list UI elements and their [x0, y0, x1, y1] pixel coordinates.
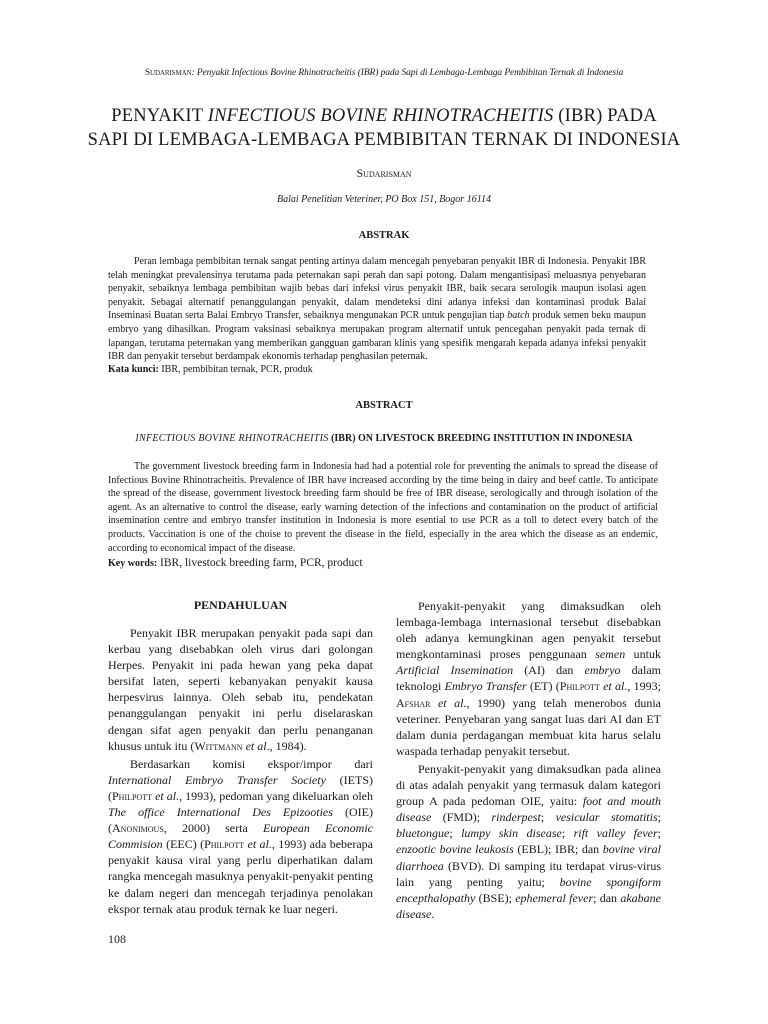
- title-disease-name: INFECTIOUS BOVINE RHINOTRACHEITIS: [207, 106, 554, 126]
- running-header: [0, 68, 768, 78]
- paragraph: Penyakit IBR merupakan penyakit pada sapi dan kerbau yang disebabkan oleh virus dari golongan Herpes. Penyakit ini pada hewan yang peka dapat bersifat laten, seperti kebanyakan penyakit kausa herpesvirus lainnya. Oleh sebab itu, pendekatan penanggulangan penyakit ini perlu diselaraskan dengan sifat agen penyakit dan perlu penanganan khusus untuk itu (Wittmann et al., 1984).: [108, 626, 373, 753]
- english-title-rest: (IBR) ON LIVESTOCK BREEDING INSTITUTION IN INDONESIA: [328, 433, 633, 444]
- abstract-body: The government livestock breeding farm in Indonesia had had a potential role for preventing the animals to spread the disease of Infectious Bovine Rhinotracheitis. Prevalence of IBR have increased according by the time being in dairy and beef cattle. To anticipate the spread of the disease, government livestock breeding farm should be free of IBR disease, serologically and through isolation of the agent. As an alternative to control the disease, early warning detection of the infections and contamination on the product of artificial insemination centre and embryo transfer institution in Indonesia is more esential to use PCR as a toll to detect every batch of the products. Vaccination is one of the choise to prevent the disease in the field, especially in the area which the disease as an endemic, according to economical impact of the disease.: [108, 461, 658, 554]
- abstract-heading: ABSTRACT: [355, 400, 413, 411]
- page-number: 108: [108, 932, 126, 946]
- author-name: Sudarisman: [356, 166, 412, 180]
- left-column: [108, 625, 373, 917]
- right-column: [396, 598, 661, 922]
- abstrak-body: [108, 255, 646, 364]
- paper-title: [60, 104, 708, 152]
- kata-kunci: [108, 363, 646, 377]
- pendahuluan-heading: PENDAHULUAN: [193, 598, 288, 612]
- abstrak-text-1: Peran lembaga pembibitan ternak sangat penting artinya dalam mencegah penyebaran penyakit IBR di Indonesia. Penyakit IBR telah meningkat prevalensinya terutama pada peternakan sapi perah dan sapi potong. Dalam mengantisipasi meluasnya penyebaran penyakit, sebaiknya lembaga pembibitan wajib bebas dari infeksi virus penyakit IBR, baik secara serologik maupun isolasi agen penyakit. Sebagai alternatif penanggulangan penyakit, dalam mendeteksi dini adanya infeksi dan kontaminasi produk Balai Inseminasi Buatan serta Balai Embryo Transfer, sebaiknya mengunakan PCR untuk pengujian tiap: [108, 256, 646, 322]
- kata-kunci-values: IBR, pembibitan ternak, PCR, produk: [158, 364, 313, 375]
- key-words-values: IBR, livestock breeding farm, PCR, product: [157, 557, 363, 569]
- english-title: [90, 433, 678, 444]
- title-prefix: PENYAKIT: [111, 106, 208, 126]
- abstrak-text-batch: batch: [507, 310, 530, 322]
- title-suffix: (IBR) PADA: [553, 106, 657, 126]
- key-words-label: Key words:: [108, 558, 158, 569]
- kata-kunci-label: Kata kunci:: [108, 364, 159, 375]
- author-affiliation: Balai Penelitian Veteriner, PO Box 151, Bogor 16114: [277, 194, 491, 205]
- title-line-1: [60, 104, 708, 128]
- title-line-2: SAPI DI LEMBAGA-LEMBAGA PEMBIBITAN TERNAK DI INDONESIA: [87, 130, 681, 150]
- running-header-author: Sudarisman: [144, 68, 192, 78]
- paragraph: Penyakit-penyakit yang dimaksudkan pada alinea di atas adalah penyakit yang termasuk dalam kategori group A pada pedoman OIE, yaitu: foot and mouth disease (FMD); rinderpest; vesicular stomatitis; bluetongue; lumpy skin disease; rift valley fever; enzootic bovine leukosis (EBL); IBR; dan bovine viral diarrhoea (BVD). Di samping itu terdapat virus-virus lain yang penting yaitu; bovine spongiform encepthalopathy (BSE); ephemeral fever; dan akabane disease.: [396, 761, 662, 921]
- running-header-title: : Penyakit Infectious Bovine Rhinotracheitis (IBR) pada Sapi di Lembaga-Lembaga Pembibitan Ternak di Indonesia: [191, 68, 624, 78]
- key-words: [108, 557, 658, 569]
- abstrak-heading: ABSTRAK: [358, 230, 410, 241]
- abstrak-text-2: produk semen beku maupun embryo yang dihasilkan. Program vaksinasi sebaiknya merupakan program alternatif untuk pencegahan penyakit pada ternak di lapangan, terutama peternakan yang memberikan gangguan gambaran klinis yang spesifik mengarah kepada adanya infeksi penyakit IBR dan penyakit tersebut berdampak ekonomis terhadap penghasilan peternak.: [108, 310, 646, 363]
- english-title-italic: INFECTIOUS BOVINE RHINOTRACHEITIS: [135, 433, 329, 444]
- paragraph: Penyakit-penyakit yang dimaksudkan oleh lembaga-lembaga internasional tersebut disebabkan oleh adanya kemungkinan agen penyakit tersebut mengkontaminasi proses penggunaan semen untuk Artificial Insemination (AI) dan embryo dalam teknologi Embryo Transfer (ET) (Philpott et al., 1993; Afshar et al., 1990) yang telah menerobos dunia veteriner. Penyebaran yang sangat luas dari AI dan ET dalam dunia perdagangan membuat kita harus selalu waspada terhadap penyakit tersebut.: [396, 599, 662, 758]
- paragraph: Berdasarkan komisi ekspor/impor dari International Embryo Transfer Society (IETS) (Philpott et al., 1993), pedoman yang dikeluarkan oleh The office International Des Epizooties (OIE) (Anonimous, 2000) serta European Economic Commision (EEC) (Philpott et al., 1993) ada beberapa penyakit kausa viral yang perlu diperhatikan dalam rangka mencegah masuknya penyakit-penyakit penting ke dalam negeri dan mencegah terjadinya penolakan ekspor ternak atau produk ternak ke luar negeri.: [108, 756, 373, 916]
